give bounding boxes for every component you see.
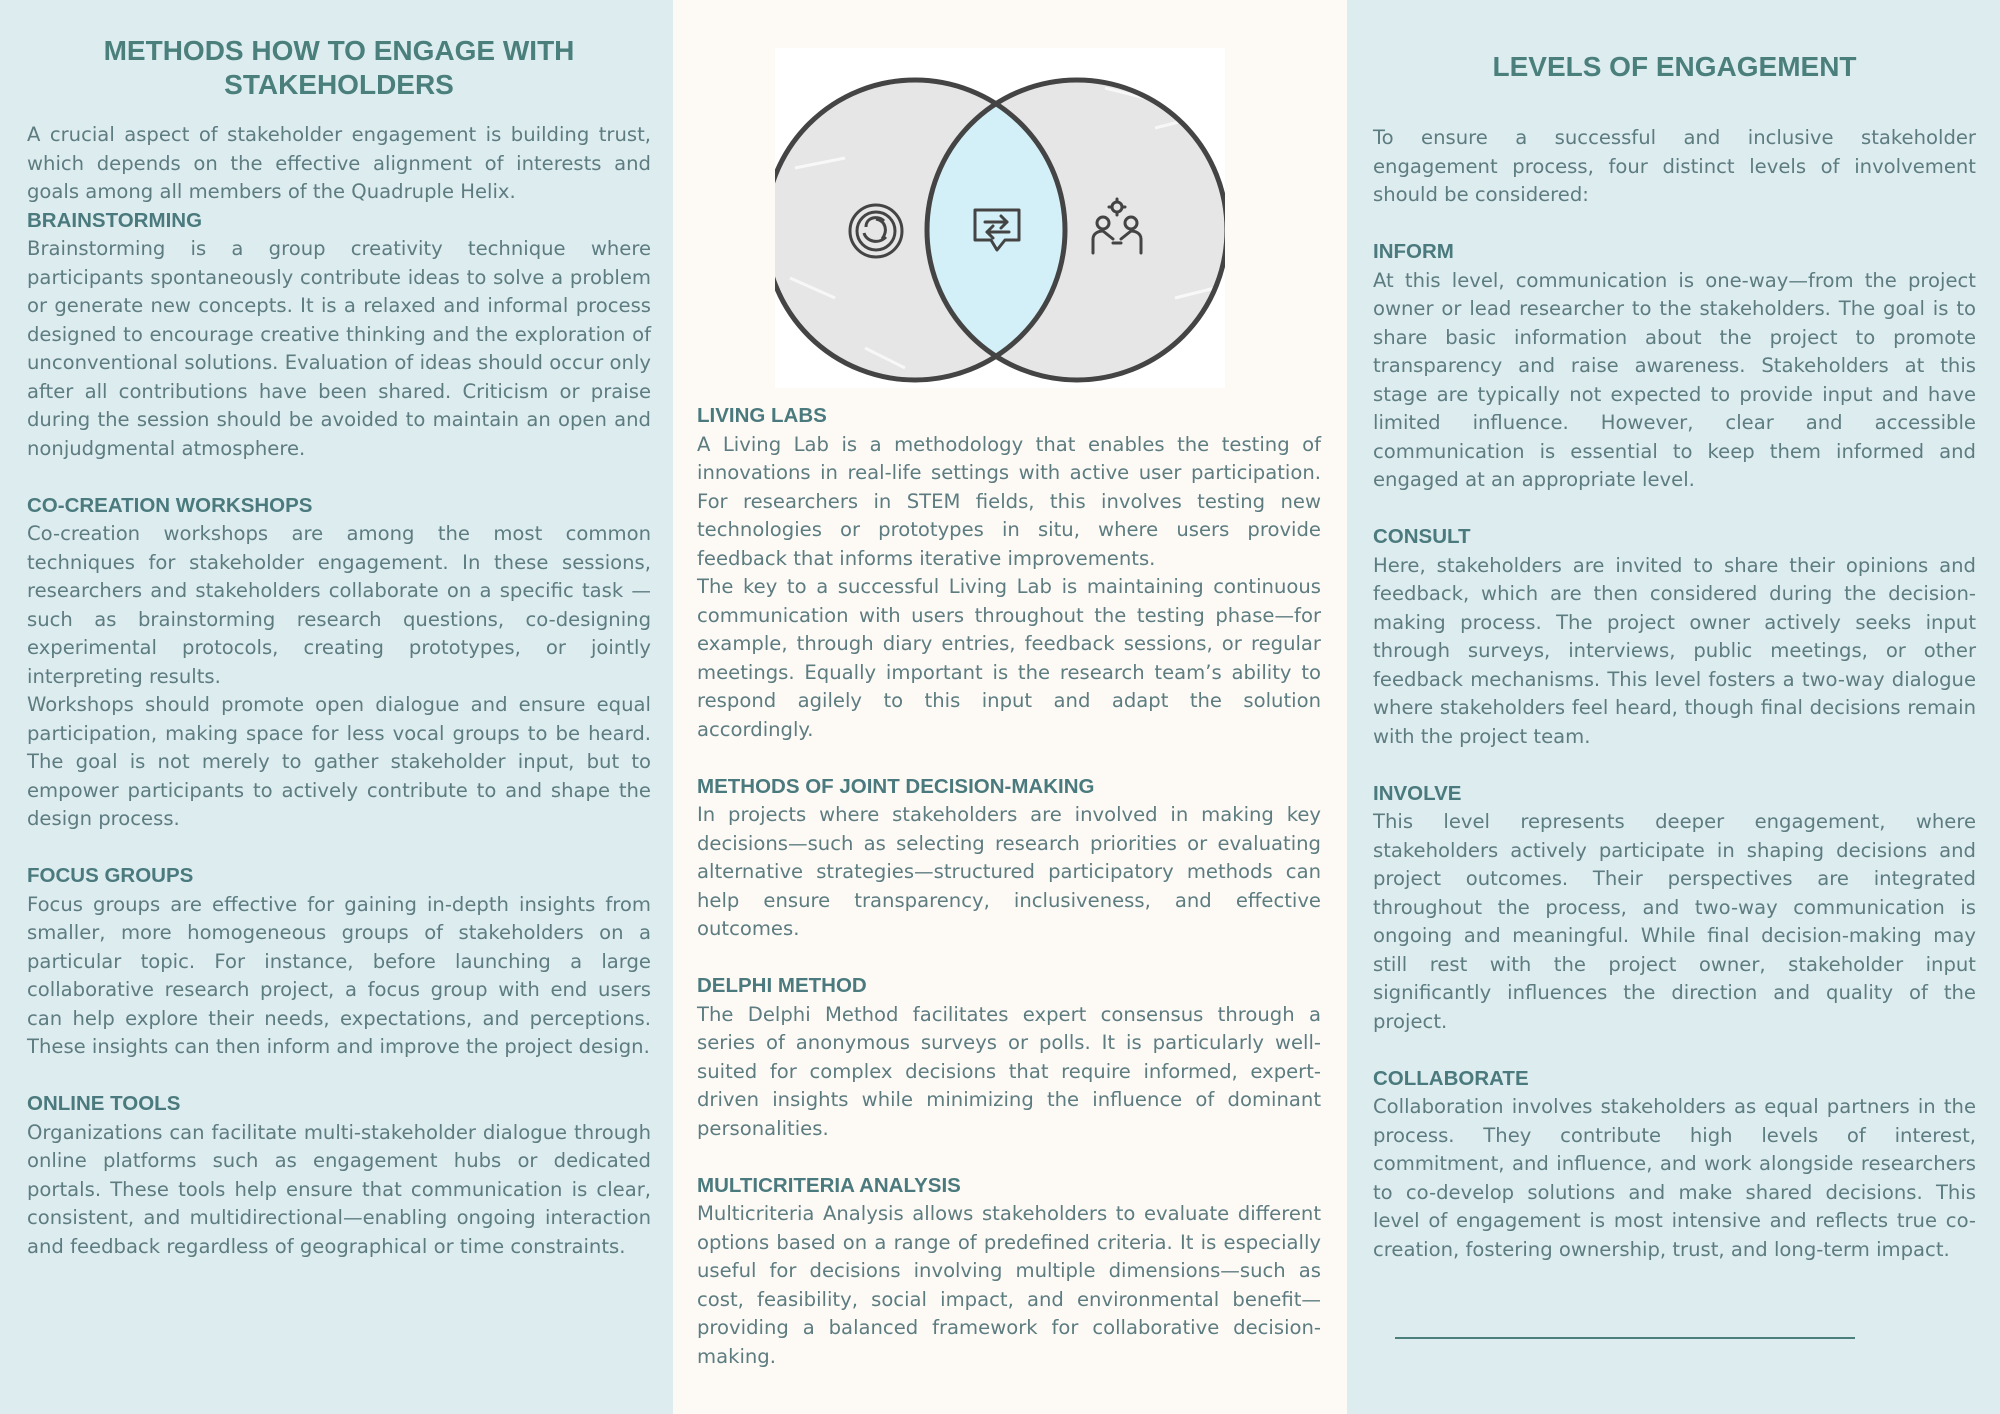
cocreation-heading: CO-CREATION WORKSHOPS xyxy=(27,493,313,517)
living-labs-text-2: The key to a successful Living Lab is maintaining continuous communication with users throughout the testing phase—for example, through diary entries, feedback sessions, or regular meetings. Equally important is the research team’s ability to respond agilely to this input and adapt the solution accordingly. xyxy=(697,575,1321,741)
inform-heading: INFORM xyxy=(1373,240,1454,263)
collaborate-text: Collaboration involves stakeholders as equal partners in the process. They contribute high levels of interest, commitment, and influence, and work alongside researchers to co-develop solutions and make shared decisions. This level of engagement is most intensive and reflects true co-creation, fostering ownership, trust, and long-term impact. xyxy=(1373,1095,1976,1261)
living-labs-text-1: A Living Lab is a methodology that enables the testing of innovations in real-life settings with active user participation. For researchers in STEM fields, this involves testing new technologies or prototypes in situ, where users provide feedback that informs iterative improvements. xyxy=(697,432,1321,570)
focus-groups-heading: FOCUS GROUPS xyxy=(27,864,194,887)
collaborate-heading: COLLABORATE xyxy=(1373,1066,1529,1090)
spacer xyxy=(697,1143,1321,1172)
spacer xyxy=(697,744,1321,773)
living-labs-heading: LIVING LABS xyxy=(697,404,827,427)
joint-decision-heading: METHODS OF JOINT DECISION-MAKING xyxy=(697,774,1095,798)
consult-heading: CONSULT xyxy=(1373,525,1471,548)
divider-line xyxy=(1395,1337,1855,1339)
cocreation-text-1: Co-creation workshops are among the most common techniques for stakeholder engagement. In these sessions, researchers and stakeholders collaborate on a specific task —such as brainstorming research questions, co-designing experimental protocols, creating prototypes, or jointly interpreting results. xyxy=(27,522,651,688)
practices-panel xyxy=(673,0,1347,1414)
focus-groups-text: Focus groups are effective for gaining in-depth insights from smaller, more homogeneous groups of stakeholders on a particular topic. For instance, before launching a large collaborative research project, a focus group with end users can help explore their needs, expectations, and perceptions. These insights can then inform and improve the project design. xyxy=(27,892,651,1058)
online-tools-text: Organizations can facilitate multi-stakeholder dialogue through online platforms such as engagement hubs or dedicated portals. These tools help ensure that communication is clear, consistent, and multidirectional—enabling ongoing interaction and feedback regardless of geographical or time constraints. xyxy=(27,1120,651,1258)
spacer xyxy=(27,834,651,863)
venn-svg xyxy=(775,48,1225,388)
brainstorming-heading: BRAINSTORMING xyxy=(27,208,203,232)
joint-decision-text: In projects where stakeholders are involved in making key decisions—such as selecting research priorities or evaluating alternative strategies—structured participatory methods can help ensure transparency, inclusiveness, and effective outcomes. xyxy=(697,803,1321,940)
cocreation-text-2: Workshops should promote open dialogue and ensure equal participation, making space for less vocal groups to be heard. The goal is not merely to gather stakeholder input, but to empower participants to actively contribute to and shape the design process. xyxy=(27,693,651,830)
levels-panel xyxy=(1347,0,2000,1414)
multicriteria-text: Multicriteria Analysis allows stakeholders to evaluate different options based on a range of predefined criteria. It is especially useful for decisions involving multiple dimensions—such as cost, feasibility, social impact, and environmental benefit—providing a balanced framework for collaborative decision-making. xyxy=(697,1202,1321,1368)
levels-title: LEVELS OF ENGAGEMENT xyxy=(1492,51,1857,82)
spacer xyxy=(1373,1036,1976,1065)
spacer xyxy=(1373,495,1976,524)
consult-text: Here, stakeholders are invited to share their opinions and feedback, which are then considered during the decision-making process. The project owner actively seeks input through surveys, interviews, public meetings, or other feedback mechanisms. This level fosters a two-way dialogue where stakeholders feel heard, though final decisions remain with the project team. xyxy=(1373,553,1976,748)
venn-diagram xyxy=(775,48,1225,388)
involve-heading: INVOLVE xyxy=(1373,781,1462,805)
methods-panel xyxy=(0,0,673,1414)
multicriteria-heading: MULTICRITERIA ANALYSIS xyxy=(697,1173,961,1197)
spacer xyxy=(1373,751,1976,780)
methods-title: METHODS HOW TO ENGAGE WITH STAKEHOLDERS xyxy=(103,35,575,100)
spacer xyxy=(27,463,651,492)
spacer xyxy=(1373,210,1976,239)
spacer xyxy=(697,944,1321,973)
online-tools-heading: ONLINE TOOLS xyxy=(27,1092,181,1115)
delphi-heading: DELPHI METHOD xyxy=(697,974,867,997)
delphi-text: The Delphi Method facilitates expert consensus through a series of anonymous surveys or polls. It is particularly well-suited for complex decisions that require informed, expert-driven insights while minimizing the influence of dominant personalities. xyxy=(697,1002,1321,1140)
involve-text: This level represents deeper engagement, where stakeholders actively participate in shaping decisions and project outcomes. Their perspectives are integrated throughout the process, and two-way communication is ongoing and meaningful. While final decision-making may still rest with the project owner, stakeholder input significantly influences the direction and quality of the project. xyxy=(1373,810,1976,1033)
methods-intro: A crucial aspect of stakeholder engagement is building trust, which depends on the effective alignment of interests and goals among all members of the Quadruple Helix. xyxy=(27,123,651,203)
brainstorming-text: Brainstorming is a group creativity technique where participants spontaneously contribute ideas to solve a problem or generate new concepts. It is a relaxed and informal process designed to encourage creative thinking and the exploration of unconventional solutions. Evaluation of ideas should occur only after all contributions have been shared. Criticism or praise during the session should be avoided to maintain an open and nonjudgmental atmosphere. xyxy=(27,237,651,460)
spacer xyxy=(27,1062,651,1091)
inform-text: At this level, communication is one-way—from the project owner or lead researcher to the stakeholders. The goal is to share basic information about the project to promote transparency and raise awareness. Stakeholders at this stage are typically not expected to provide input and have limited influence. However, clear and accessible communication is essential to keep them informed and engaged at an appropriate level. xyxy=(1373,268,1976,491)
levels-intro: To ensure a successful and inclusive stakeholder engagement process, four distinct levels of involvement should be considered: xyxy=(1373,126,1976,206)
